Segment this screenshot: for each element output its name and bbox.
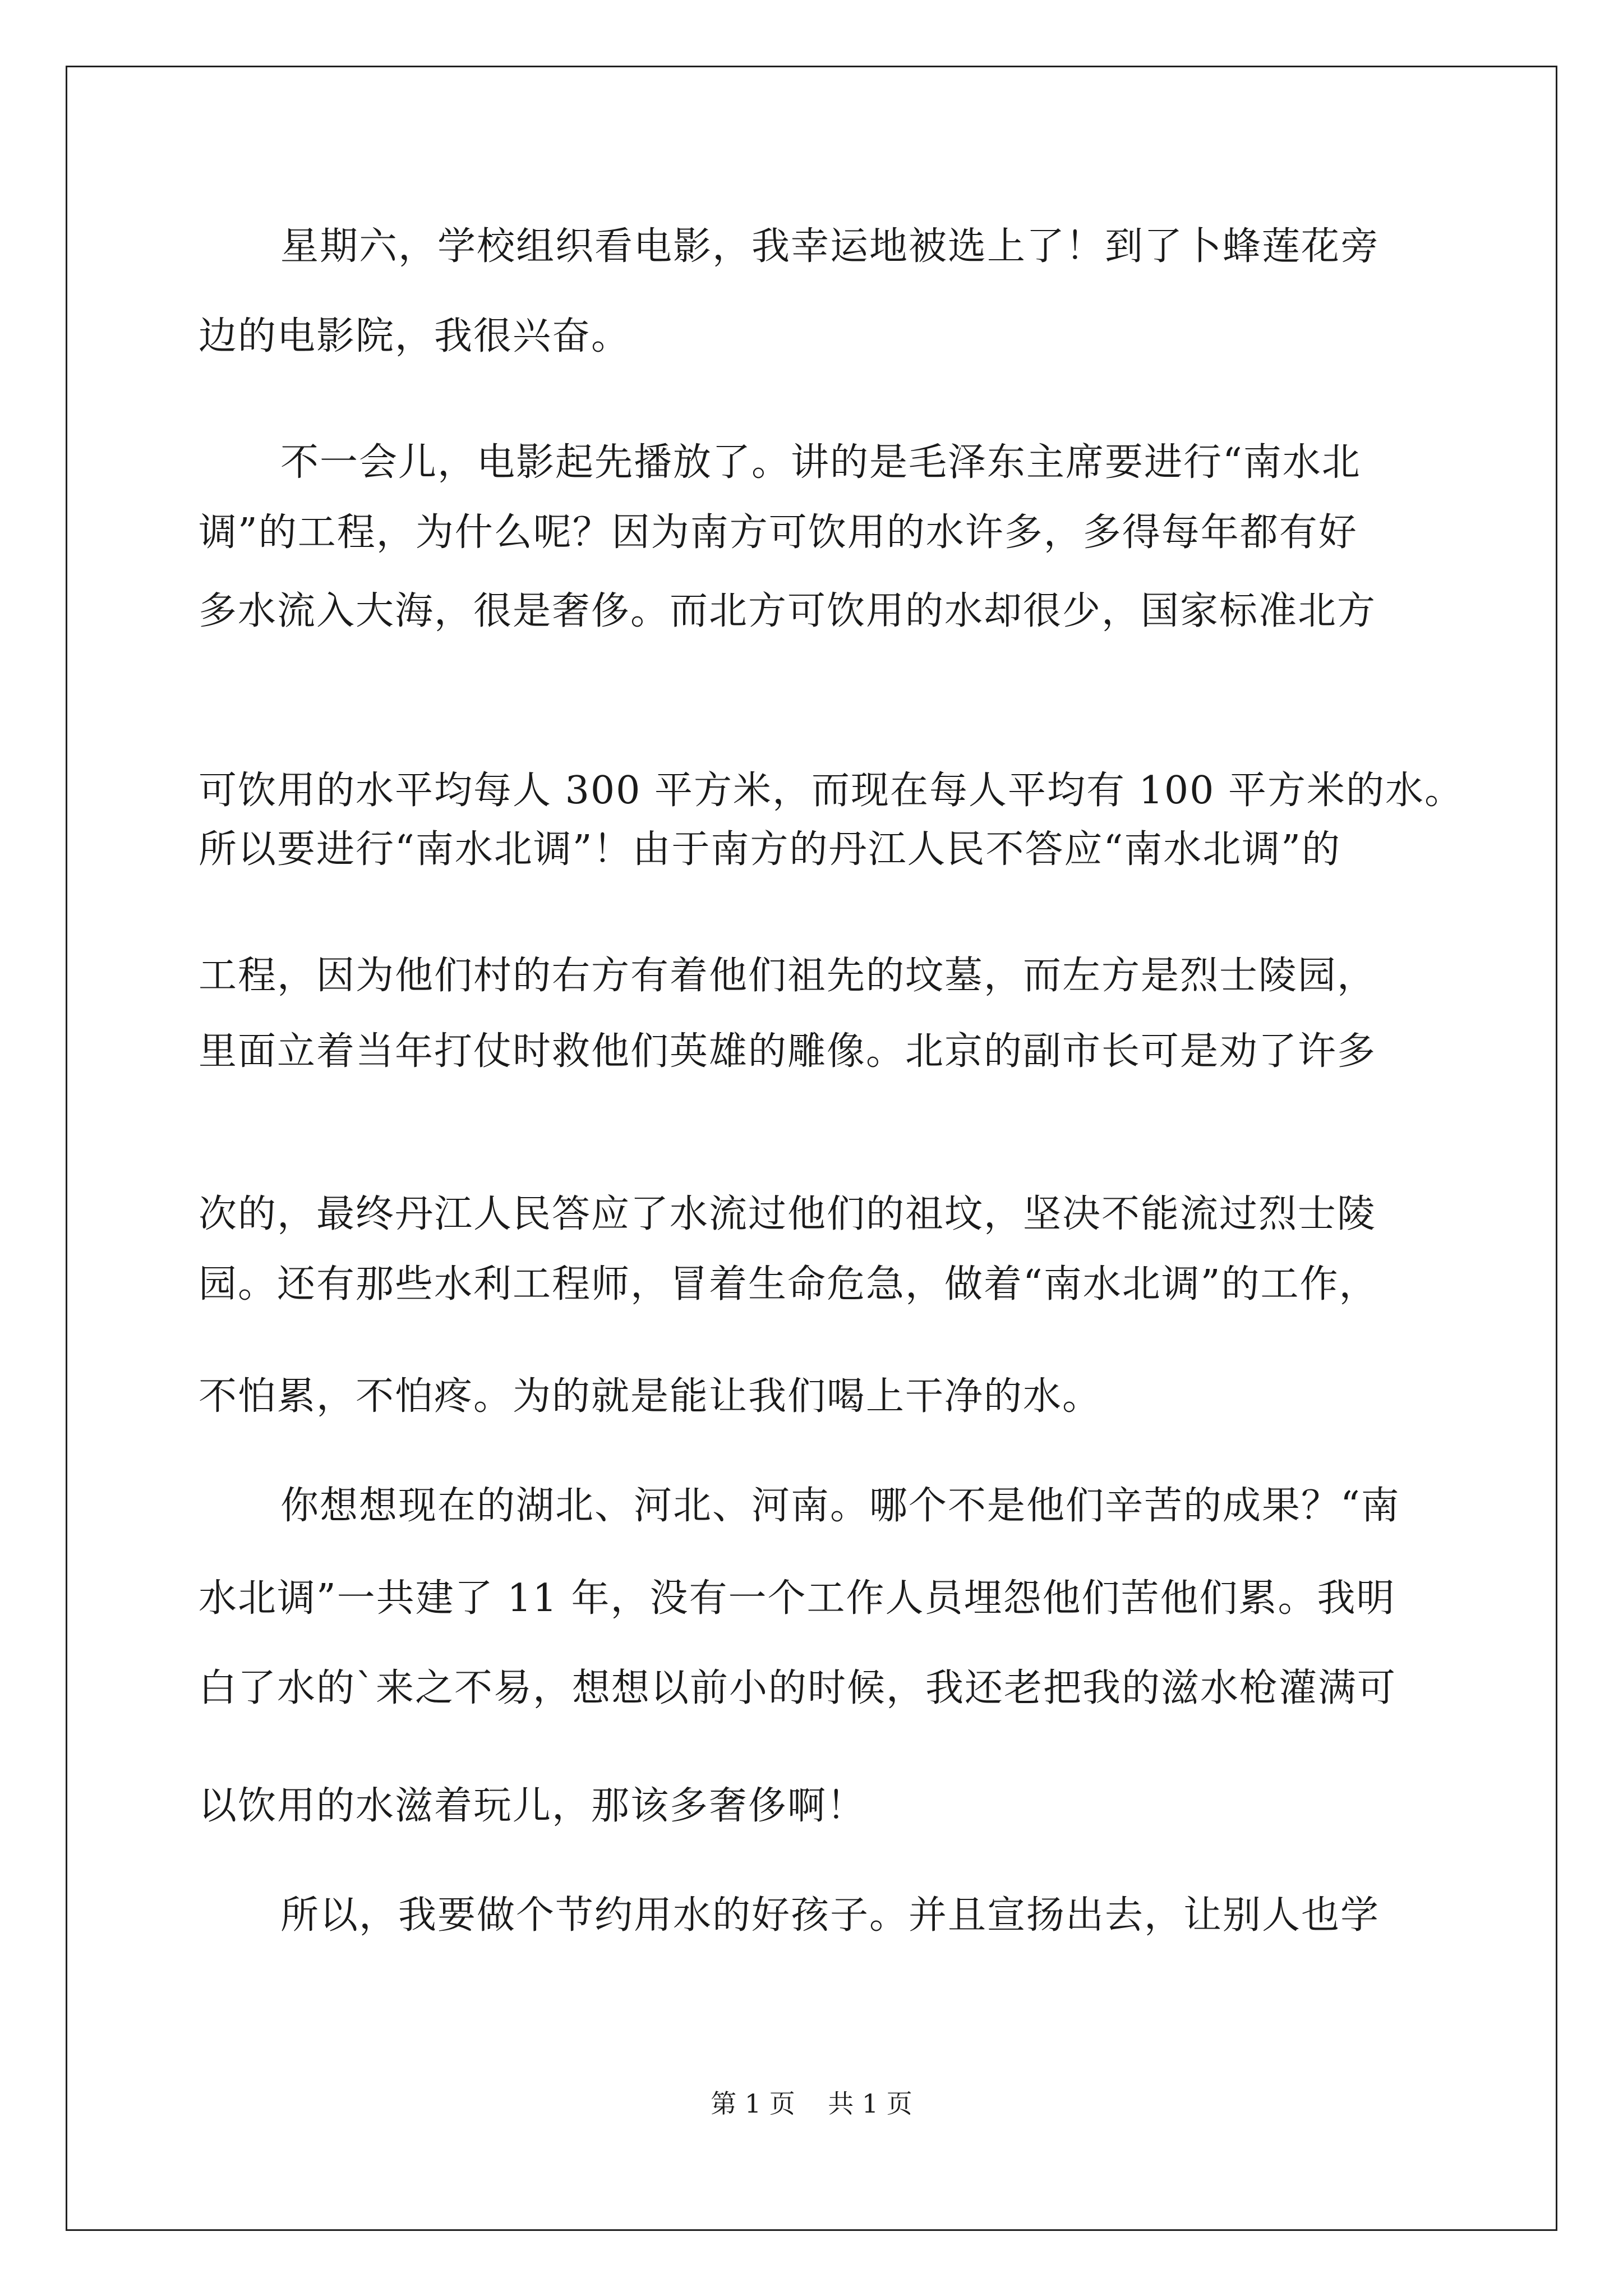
paragraph-2-line-3: 多水流入大海，很是奢侈。而北方可饮用的水却很少，国家标准北方 — [199, 589, 1377, 633]
paragraph-1-line-1: 星期六，学校组织看电影，我幸运地被选上了！到了卜蜂莲花旁 — [280, 224, 1380, 269]
paragraph-2-line-1: 不一会儿，电影起先播放了。讲的是毛泽东主席要进行“南水北 — [280, 440, 1361, 485]
paragraph-3-line-2: 水北调”一共建了 11 年，没有一个工作人员埋怨他们苦他们累。我明 — [199, 1576, 1396, 1621]
paragraph-2-line-7: 里面立着当年打仗时救他们英雄的雕像。北京的副市长可是劝了许多 — [199, 1029, 1377, 1074]
paragraph-2-line-4: 可饮用的水平均每人 300 平方米，而现在每人平均有 100 平方米的水。 — [199, 769, 1464, 813]
paragraph-2-line-2: 调”的工程，为什么呢？因为南方可饮用的水许多，多得每年都有好 — [199, 510, 1358, 555]
paragraph-1-line-2: 边的电影院，我很兴奋。 — [199, 314, 631, 358]
paragraph-2-line-8: 次的，最终丹江人民答应了水流过他们的祖坟，坚决不能流过烈士陵 — [199, 1192, 1377, 1236]
paragraph-2-line-5: 所以要进行“南水北调”！由于南方的丹江人民不答应“南水北调”的 — [199, 827, 1341, 872]
paragraph-3-line-1: 你想想现在的湖北、河北、河南。哪个不是他们辛苦的成果？“南 — [280, 1484, 1400, 1528]
paragraph-2-line-10: 不怕累，不怕疼。为的就是能让我们喝上干净的水。 — [199, 1374, 1102, 1419]
paragraph-2-line-6: 工程，因为他们村的右方有着他们祖先的坟墓，而左方是烈士陵园， — [199, 954, 1377, 998]
page-number-footer: 第 1 页 共 1 页 — [711, 2088, 912, 2119]
paragraph-3-line-3: 白了水的`来之不易，想想以前小的时候，我还老把我的滋水枪灌满可 — [199, 1666, 1397, 1710]
paragraph-2-line-9: 园。还有那些水利工程师，冒着生命危急，做着“南水北调”的工作， — [199, 1262, 1378, 1306]
paragraph-4-line-1: 所以，我要做个节约用水的好孩子。并且宣扬出去，让别人也学 — [280, 1893, 1380, 1938]
paragraph-3-line-4: 以饮用的水滋着玩儿，那该多奢侈啊！ — [199, 1784, 866, 1828]
